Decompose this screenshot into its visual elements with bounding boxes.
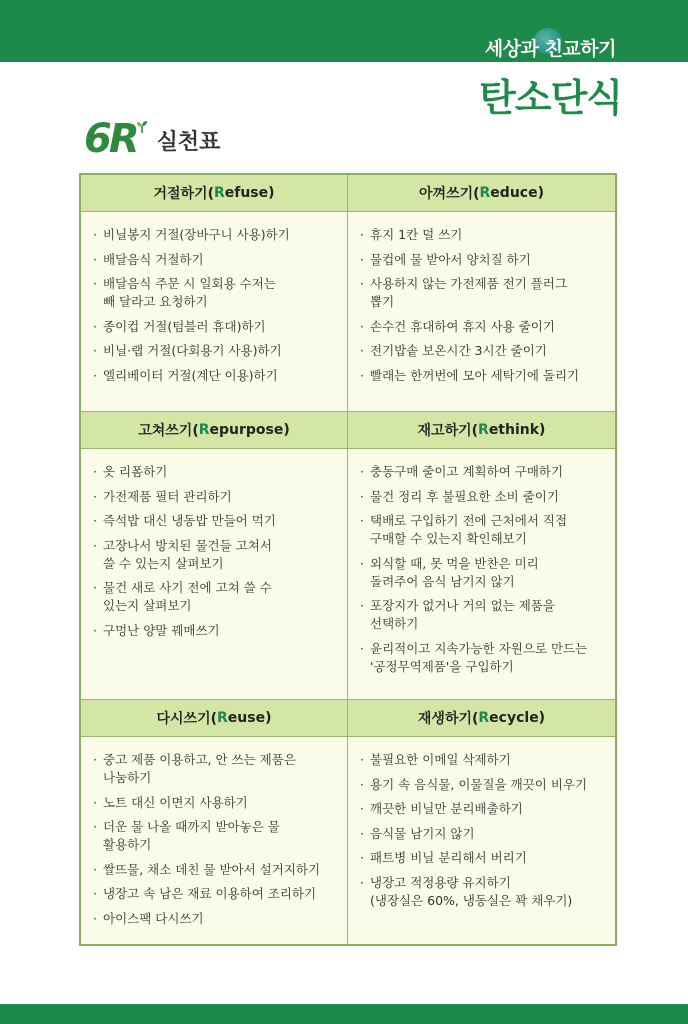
cell-refuse: [81, 175, 348, 412]
cell-title-suffix: educe): [490, 185, 544, 201]
top-banner: [0, 0, 688, 62]
list-item: · 포장지가 없거나 거의 없는 제품을 선택하기: [360, 597, 605, 633]
logo-mark-number: 6: [84, 116, 109, 162]
list-item: · 구멍난 양말 꿰매쓰기: [93, 622, 337, 640]
list-item: · 손수건 휴대하여 휴지 사용 줄이기: [360, 318, 605, 336]
list-item: · 빨래는 한꺼번에 모아 세탁기에 돌리기: [360, 367, 605, 385]
practice-table: [79, 173, 617, 946]
list-item: · 냉장고 적정용량 유지하기 (냉장실은 60%, 냉동실은 꽉 채우기): [360, 874, 605, 910]
list-item: · 고장나서 방치된 물건들 고쳐서 쓸 수 있는지 살펴보기: [93, 537, 337, 573]
cell-title-suffix: efuse): [224, 185, 275, 201]
list-item: · 즉석밥 대신 냉동밥 만들어 먹기: [93, 512, 337, 530]
bottom-banner: [0, 1004, 688, 1024]
list-item: · 사용하지 않는 가전제품 전기 플러그 뽑기: [360, 275, 605, 311]
cell-title-suffix: ecycle): [489, 710, 546, 726]
6r-logo: [84, 112, 220, 160]
logo-mark: [84, 118, 137, 160]
list-item: · 비닐·랩 거절(다회용기 사용)하기: [93, 342, 337, 360]
list-item: · 음식물 남기지 않기: [360, 825, 605, 843]
list-item: · 중고 제품 이용하고, 안 쓰는 제품은 나눔하기: [93, 751, 337, 787]
cell-title: [81, 700, 347, 737]
cell-title-prefix: 거절하기(: [153, 186, 214, 202]
header-subtitle: 세상과 친교하기: [484, 38, 616, 60]
cell-recycle: [348, 700, 615, 944]
cell-title: [348, 175, 615, 212]
list-item: · 아이스팩 다시쓰기: [93, 910, 337, 928]
list-item: · 냉장고 속 남은 재료 이용하여 조리하기: [93, 885, 337, 903]
cell-title-prefix: 재고하기(: [417, 423, 479, 439]
cell-title-r: R: [213, 185, 225, 201]
cell-title-r: R: [478, 710, 490, 726]
cell-title-suffix: euse): [227, 710, 272, 726]
cell-title: [348, 700, 615, 737]
item-list: [81, 212, 347, 391]
item-list: [348, 212, 615, 391]
cell-title-r: R: [478, 422, 489, 438]
cell-title: [81, 175, 347, 212]
cell-title: [81, 412, 347, 449]
list-item: · 택배로 구입하기 전에 근처에서 직접 구매할 수 있는지 확인해보기: [360, 512, 605, 548]
cell-title-r: R: [217, 710, 228, 726]
cell-reduce: [348, 175, 615, 412]
item-list: [81, 449, 347, 646]
cell-reuse: [81, 700, 348, 944]
cell-title-r: R: [479, 185, 491, 201]
page-title: 탄소단식: [479, 76, 622, 120]
logo-mark-letter: R: [108, 116, 137, 162]
list-item: · 윤리적이고 지속가능한 자원으로 만드는 '공정무역제품'을 구입하기: [360, 640, 605, 676]
list-item: · 패트병 비닐 분리해서 버리기: [360, 849, 605, 867]
cell-title: [348, 412, 615, 449]
list-item: · 옷 리폼하기: [93, 463, 337, 481]
cell-title-r: R: [198, 422, 210, 438]
list-item: · 배달음식 거절하기: [93, 251, 337, 269]
list-item: · 비닐봉지 거절(장바구니 사용)하기: [93, 226, 337, 244]
list-item: · 종이컵 거절(텀블러 휴대)하기: [93, 318, 337, 336]
cell-title-prefix: 아껴쓰기(: [419, 186, 480, 202]
cell-title-suffix: epurpose): [209, 422, 290, 438]
list-item: · 깨끗한 비닐만 분리배출하기: [360, 800, 605, 818]
list-item: · 물건 새로 사기 전에 고쳐 쓸 수 있는지 살펴보기: [93, 579, 337, 615]
list-item: · 휴지 1칸 덜 쓰기: [360, 226, 605, 244]
list-item: · 불필요한 이메일 삭제하기: [360, 751, 605, 769]
item-list: [348, 449, 615, 682]
sprout-icon: [135, 120, 149, 134]
list-item: · 가전제품 필터 관리하기: [93, 488, 337, 506]
cell-title-prefix: 재생하기(: [417, 711, 479, 727]
list-item: · 쌀뜨물, 채소 데친 물 받아서 설거지하기: [93, 861, 337, 879]
list-item: · 엘리베이터 거절(계단 이용)하기: [93, 367, 337, 385]
list-item: · 더운 물 나올 때까지 받아놓은 물 활용하기: [93, 818, 337, 854]
cell-title-suffix: ethink): [488, 422, 546, 438]
cell-rethink: [348, 412, 615, 700]
cell-title-prefix: 다시쓰기(: [156, 711, 217, 727]
list-item: · 노트 대신 이면지 사용하기: [93, 794, 337, 812]
list-item: · 외식할 때, 못 먹을 반찬은 미리 돌려주어 음식 남기지 않기: [360, 555, 605, 591]
list-item: · 배달음식 주문 시 일회용 수저는 빼 달라고 요청하기: [93, 275, 337, 311]
cell-title-prefix: 고쳐쓰기(: [138, 423, 199, 439]
list-item: · 용기 속 음식물, 이물질을 깨끗이 비우기: [360, 776, 605, 794]
logo-label: 실천표: [156, 130, 221, 155]
list-item: · 충동구매 줄이고 계획하여 구매하기: [360, 463, 605, 481]
cell-repurpose: [81, 412, 348, 700]
item-list: [348, 737, 615, 916]
list-item: · 물컵에 물 받아서 양치질 하기: [360, 251, 605, 269]
list-item: · 물건 정리 후 불필요한 소비 줄이기: [360, 488, 605, 506]
item-list: [81, 737, 347, 934]
list-item: · 전기밥솥 보온시간 3시간 줄이기: [360, 342, 605, 360]
